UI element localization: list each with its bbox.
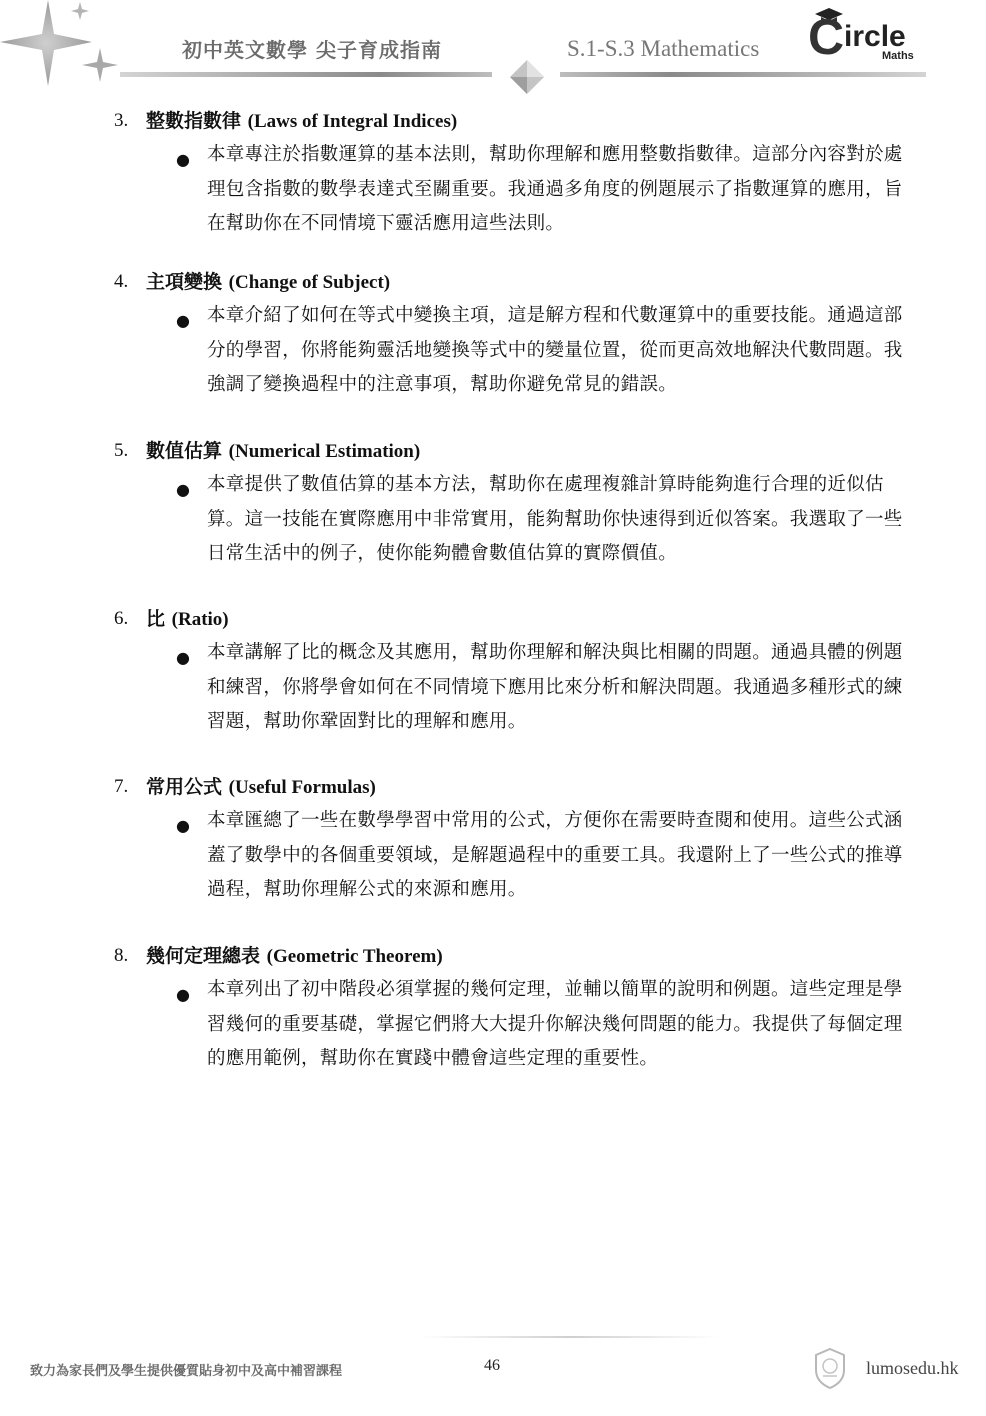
footer-tagline: 致力為家長們及學生提供優質貼身初中及高中補習課程 (30, 1364, 343, 1379)
header-title-english: S.1-S.3 Mathematics (567, 36, 760, 61)
chapter-description: 本章專注於指數運算的基本法則，幫助你理解和應用整數指數律。這部分內容對於處理包含指數的數學表達式至關重要。我通過多角度的例題展示了指數運算的應用，旨在幫助你在不同情境下靈活應用這些法則。 (207, 144, 903, 234)
chapter-title-english: (Laws of Integral Indices) (247, 111, 458, 132)
chapter-title (146, 436, 420, 463)
page-number: 46 (484, 1357, 500, 1374)
chapter-title-chinese: 比 (146, 608, 166, 630)
chapter-title-english: (Change of Subject) (228, 272, 391, 293)
chapter-number: 6. (114, 608, 129, 629)
chapter-title (146, 106, 457, 133)
bullet-icon: ● (176, 311, 190, 330)
chapter-title (146, 267, 390, 294)
chapter-title-english: (Numerical Estimation) (228, 441, 421, 462)
chapter-description: 本章匯總了一些在數學學習中常用的公式，方便你在需要時查閱和使用。這些公式涵蓋了數學中的各個重要領域，是解題過程中的重要工具。我還附上了一些公式的推導過程，幫助你理解公式的來源和應用。 (207, 810, 903, 900)
chapter-title-chinese: 整數指數律 (146, 110, 242, 132)
bullet-icon: ● (176, 985, 190, 1004)
footer-divider (420, 1336, 720, 1338)
header-divider-right (560, 72, 926, 77)
chapter-title-english: (Ratio) (171, 609, 229, 630)
chapter-title-chinese: 主項變換 (146, 271, 223, 293)
chapter-description: 本章講解了比的概念及其應用，幫助你理解和解決與比相關的問題。通過具體的例題和練習，你將學會如何在不同情境下應用比來分析和解決問題。我通過多種形式的練習題，幫助你鞏固對比的理解和應用。 (207, 642, 903, 732)
bullet-icon: ● (176, 150, 190, 169)
chapter-title (146, 772, 376, 799)
chapter-title (146, 604, 229, 631)
lumos-crest-icon (812, 1346, 848, 1390)
circle-maths-logo (808, 6, 928, 70)
header-title-chinese: 初中英文數學 尖子育成指南 (182, 38, 442, 62)
bullet-icon: ● (176, 480, 190, 499)
chapter-description: 本章介紹了如何在等式中變換主項，這是解方程和代數運算中的重要技能。通過這部分的學習，你將能夠靈活地變換等式中的變量位置，從而更高效地解決代數問題。我強調了變換過程中的注意事項，幫助你避免常見的錯誤。 (207, 305, 903, 395)
bullet-icon: ● (176, 648, 190, 667)
logo-subtitle: Maths (882, 50, 914, 62)
chapter-title-chinese: 常用公式 (146, 776, 223, 798)
chapter-number: 7. (114, 776, 129, 797)
logo-letter-c: C (808, 9, 845, 65)
chapter-title-chinese: 幾何定理總表 (146, 945, 261, 967)
chapter-number: 8. (114, 945, 129, 966)
page-header (0, 0, 986, 100)
sparkle-decoration-icon (0, 0, 130, 100)
chapter-number: 4. (114, 271, 129, 292)
chapter-title-english: (Geometric Theorem) (266, 946, 443, 967)
footer-website: lumosedu.hk (866, 1358, 959, 1378)
chapter-number: 5. (114, 440, 129, 461)
header-divider-left (120, 72, 492, 77)
chapter-title (146, 941, 443, 968)
chapter-description: 本章列出了初中階段必須掌握的幾何定理，並輔以簡單的說明和例題。這些定理是學習幾何的重要基礎，掌握它們將大大提升你解決幾何問題的能力。我提供了每個定理的應用範例，幫助你在實踐中體會這些定理的重要性。 (207, 979, 903, 1069)
chapter-title-english: (Useful Formulas) (228, 777, 376, 798)
bullet-icon: ● (176, 816, 190, 835)
chapter-number: 3. (114, 110, 129, 131)
chapter-description: 本章提供了數值估算的基本方法，幫助你在處理複雜計算時能夠進行合理的近似估算。這一技能在實際應用中非常實用，能夠幫助你快速得到近似答案。我選取了一些日常生活中的例子，使你能夠體會數值估算的實際價值。 (207, 474, 903, 564)
chapter-title-chinese: 數值估算 (146, 440, 223, 462)
logo-wordmark: ircle (844, 20, 906, 53)
diamond-ornament-icon (510, 60, 544, 94)
